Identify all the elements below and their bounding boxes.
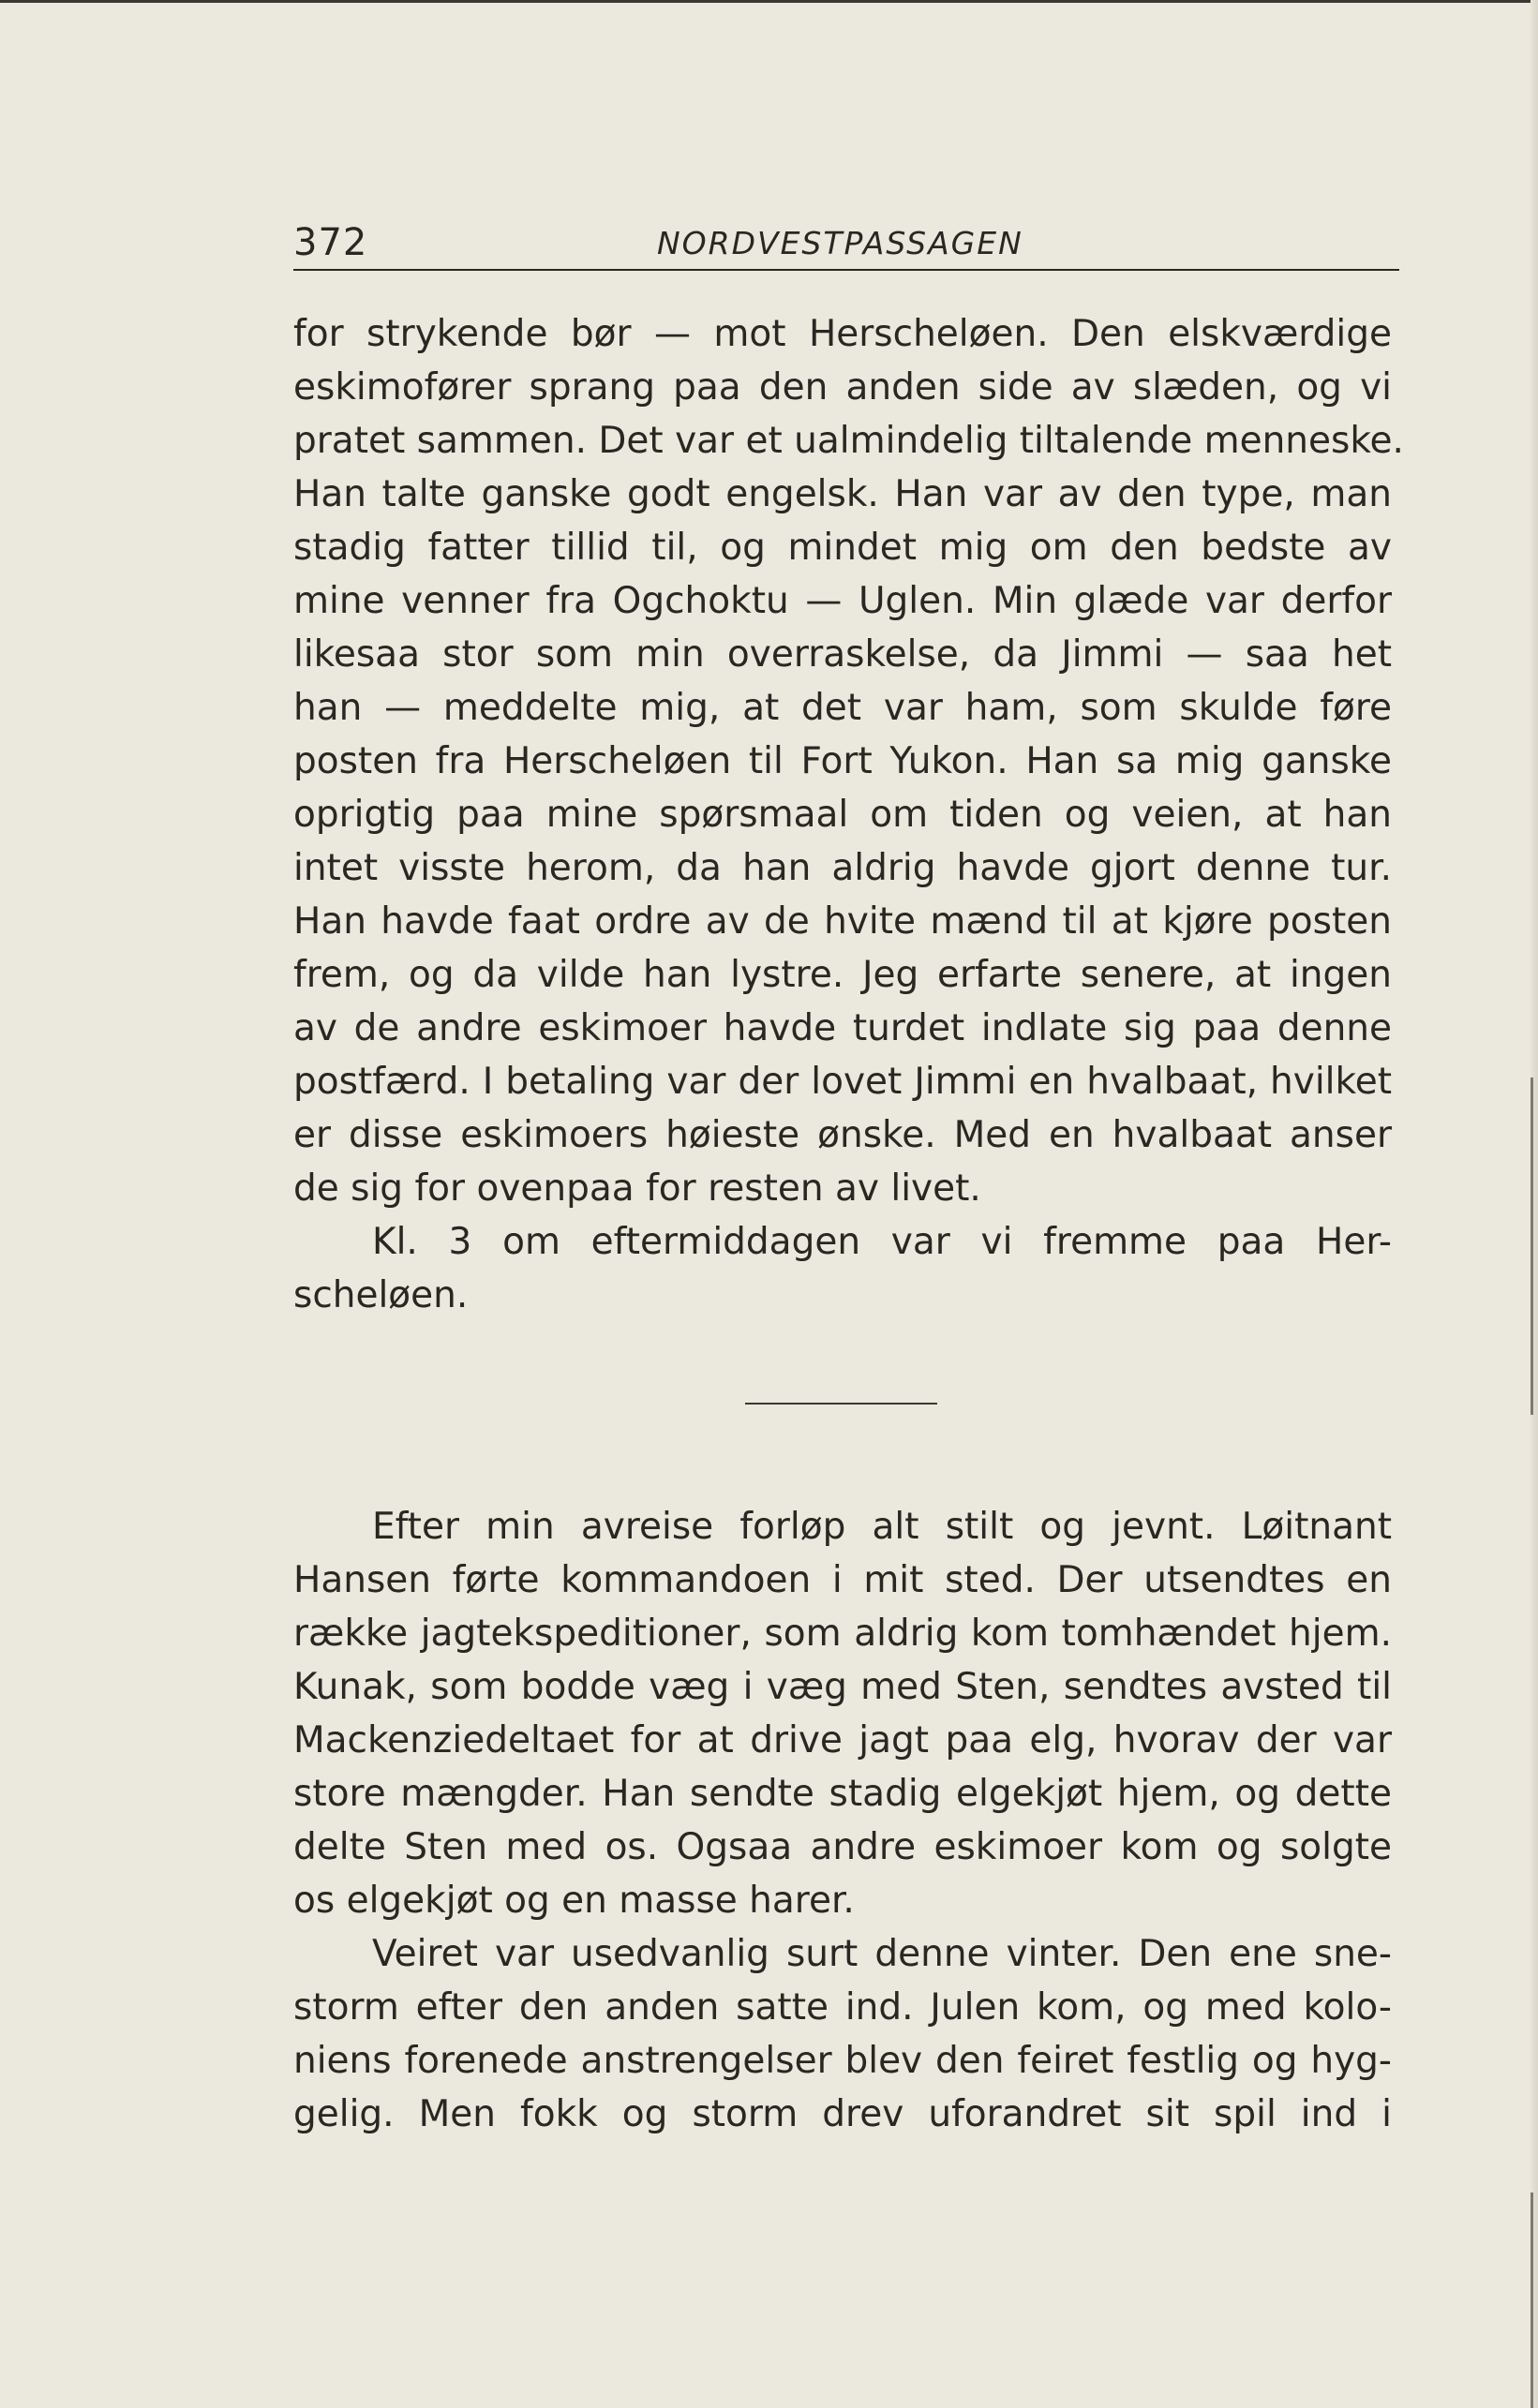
text-line: mine venner fra Ogchoktu — Uglen. Min glæde var derfor: [293, 580, 1392, 622]
section-1-text: [293, 307, 1404, 1322]
page-top-edge: [0, 0, 1538, 3]
running-head: [293, 216, 1399, 271]
text-line: er disse eskimoers høieste ønske. Med en hvalbaat anser: [293, 1114, 1392, 1156]
text-line: han — meddelte mig, at det var ham, som skulde føre: [293, 687, 1392, 729]
section-divider: [745, 1403, 937, 1405]
text-line: posten fra Herscheløen til Fort Yukon. Han sa mig ganske: [293, 740, 1392, 782]
text-line: Efter min avreise forløp alt stilt og jevnt. Løitnant: [372, 1506, 1392, 1548]
margin-mark: [1531, 1078, 1533, 1415]
text-line: scheløen.: [293, 1274, 469, 1316]
text-line: de sig for ovenpaa for resten av livet.: [293, 1167, 981, 1210]
text-line: store mængder. Han sendte stadig elgekjøt hjem, og dette: [293, 1773, 1392, 1815]
text-line: storm efter den anden satte ind. Julen kom, og med kolo-: [293, 1986, 1392, 2029]
text-line: gelig. Men fokk og storm drev uforandret sit spil ind i: [293, 2093, 1392, 2135]
text-line: os elgekjøt og en masse harer.: [293, 1880, 855, 1922]
text-line: Kl. 3 om eftermiddagen var vi fremme paa Her-: [372, 1221, 1392, 1263]
text-line: delte Sten med os. Ogsaa andre eskimoer kom og solgte: [293, 1826, 1392, 1868]
text-line: likesaa stor som min overraskelse, da Jimmi — saa het: [293, 633, 1392, 676]
text-line: eskimofører sprang paa den anden side av slæden, og vi: [293, 366, 1392, 409]
text-line: Han havde faat ordre av de hvite mænd til at kjøre posten: [293, 900, 1392, 943]
text-line: pratet sammen. Det var et ualmindelig tiltalende menneske.: [293, 420, 1404, 462]
text-line: niens forenede anstrengelser blev den feiret festlig og hyg-: [293, 2040, 1392, 2082]
text-line: stadig fatter tillid til, og mindet mig om den bedste av: [293, 527, 1392, 569]
text-line: av de andre eskimoer havde turdet indlate sig paa denne: [293, 1007, 1392, 1049]
text-line: Hansen førte kommandoen i mit sted. Der utsendtes en: [293, 1559, 1392, 1601]
margin-mark: [1531, 2192, 1533, 2408]
text-line: postfærd. I betaling var der lovet Jimmi en hvalbaat, hvilket: [293, 1061, 1392, 1103]
text-line: Han talte ganske godt engelsk. Han var av den type, man: [293, 473, 1392, 515]
text-line: for strykende bør — mot Herscheløen. Den elskværdige: [293, 313, 1392, 355]
text-line: oprigtig paa mine spørsmaal om tiden og veien, at han: [293, 794, 1392, 836]
page-number: 372: [293, 221, 368, 264]
text-line: række jagtekspeditioner, som aldrig kom tomhændet hjem.: [293, 1613, 1392, 1655]
text-line: Mackenziedeltaet for at drive jagt paa elg, hvorav der var: [293, 1719, 1392, 1761]
text-line: frem, og da vilde han lystre. Jeg erfarte senere, at ingen: [293, 954, 1392, 996]
text-line: Veiret var usedvanlig surt denne vinter. Den ene sne-: [372, 1933, 1392, 1975]
running-title: NORDVESTPASSAGEN: [657, 225, 1023, 261]
text-line: intet visste herom, da han aldrig havde gjort denne tur.: [293, 847, 1392, 889]
text-line: Kunak, som bodde væg i væg med Sten, sendtes avsted til: [293, 1666, 1392, 1708]
section-2-text: [293, 1500, 1392, 2141]
